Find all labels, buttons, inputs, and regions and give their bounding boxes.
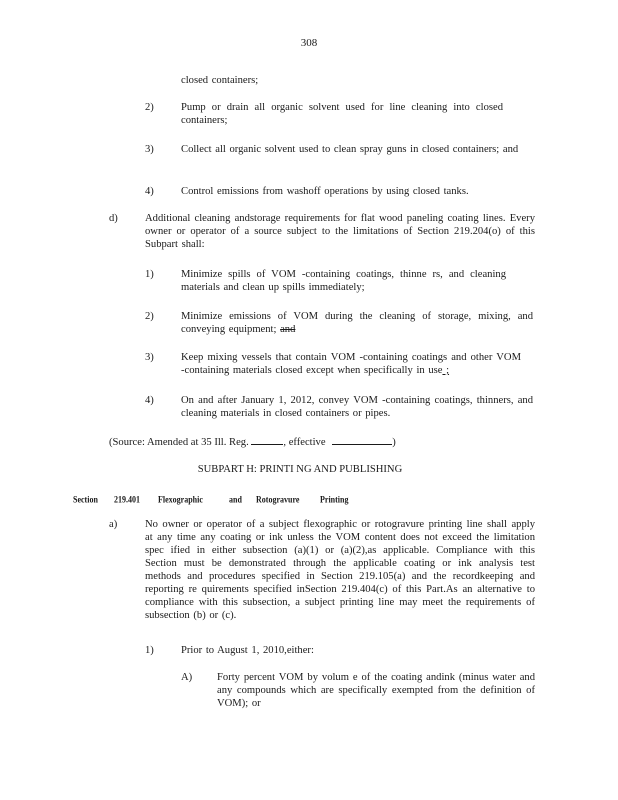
heading-word: Rotogravure [256,494,300,505]
list-item-text: Pump or drain all organic solvent used for line cleaning into closed containers; [181,102,503,126]
list-item-text [181,351,521,377]
source-prefix: (Source: Amended at 35 Ill. Reg. [109,437,249,448]
list-item-text: Control emissions from washoff operations by using closed tanks. [181,186,469,197]
heading-word: Flexographic [158,494,203,505]
section-label: Section [73,494,98,505]
list-item-text: Forty percent VOM by volum e of the coating andink (minus water and any compounds which are specifically exempted from the definition of VOM); or [217,672,535,709]
item-text: Keep mixing vessels that contain VOM -containing coatings and other VOM -containing materials closed except when specifically in use [181,352,521,376]
page-number: 308 [300,37,318,49]
item-number: 1) [145,645,154,656]
list-item-text: Prior to August 1, 2010,either: [181,645,314,656]
item-number: 2) [145,311,154,322]
item-number: 1) [145,269,154,280]
item-number: 4) [145,186,154,197]
list-item-text: Collect all organic solvent used to clean spray guns in closed containers; and [181,144,519,155]
continuation-text: closed containers; [181,75,259,86]
heading-word: Printing [320,494,349,505]
paragraph-a: No owner or operator of a subject flexographic or rotogravure printing line shall apply at any time any coating or ink unless the VOM content does not exceed the limitation spec ified in either subsection (a)(1) or (a)(2),as applicable. Compliance with this Section must be demonstrated through the applicable coating or ink analysis test methods and procedures specified in Section 219.105(a) and the recordkeeping and reporting re quirements specified inSection 219.404(c) of this Part.As an alternative to compliance with this subsection, a subject printing line may meet the requirements of subsection (b) or (c). [145,519,535,621]
blank-line [332,435,392,445]
item-number: d) [109,213,118,224]
item-number: a) [109,519,118,530]
item-number: 4) [145,395,154,406]
list-item-text [181,310,533,336]
paragraph-d: Additional cleaning andstorage requirements for flat wood paneling coating lines. Every owner or operator of a source subject to the limitations of Section 219.204(o) of this Subpart shall: [145,213,535,250]
subpart-heading: SUBPART H: PRINTI NG AND PUBLISHING [197,464,403,475]
list-item-text: On and after January 1, 2012, convey VOM -containing coatings, thinners, and cleaning materials in closed containers or pipes. [181,395,533,419]
item-number: 3) [145,144,154,155]
struck-text: and [280,324,296,335]
source-suffix: ) [392,437,396,448]
blank-line [251,435,283,445]
item-number: 3) [145,352,154,363]
section-number: 219.401 [114,494,140,505]
item-number: A) [181,672,193,683]
source-note [109,435,396,449]
source-middle: , effective [283,437,326,448]
item-text: Minimize emissions of VOM during the cleaning of storage, mixing, and conveying equipment; [181,311,533,335]
heading-word: and [229,494,242,505]
item-number: 2) [145,102,154,113]
list-item-text: Minimize spills of VOM -containing coatings, thinne rs, and cleaning materials and clean up spills immediately; [181,269,506,293]
underlined-insertion: ; [442,365,450,376]
